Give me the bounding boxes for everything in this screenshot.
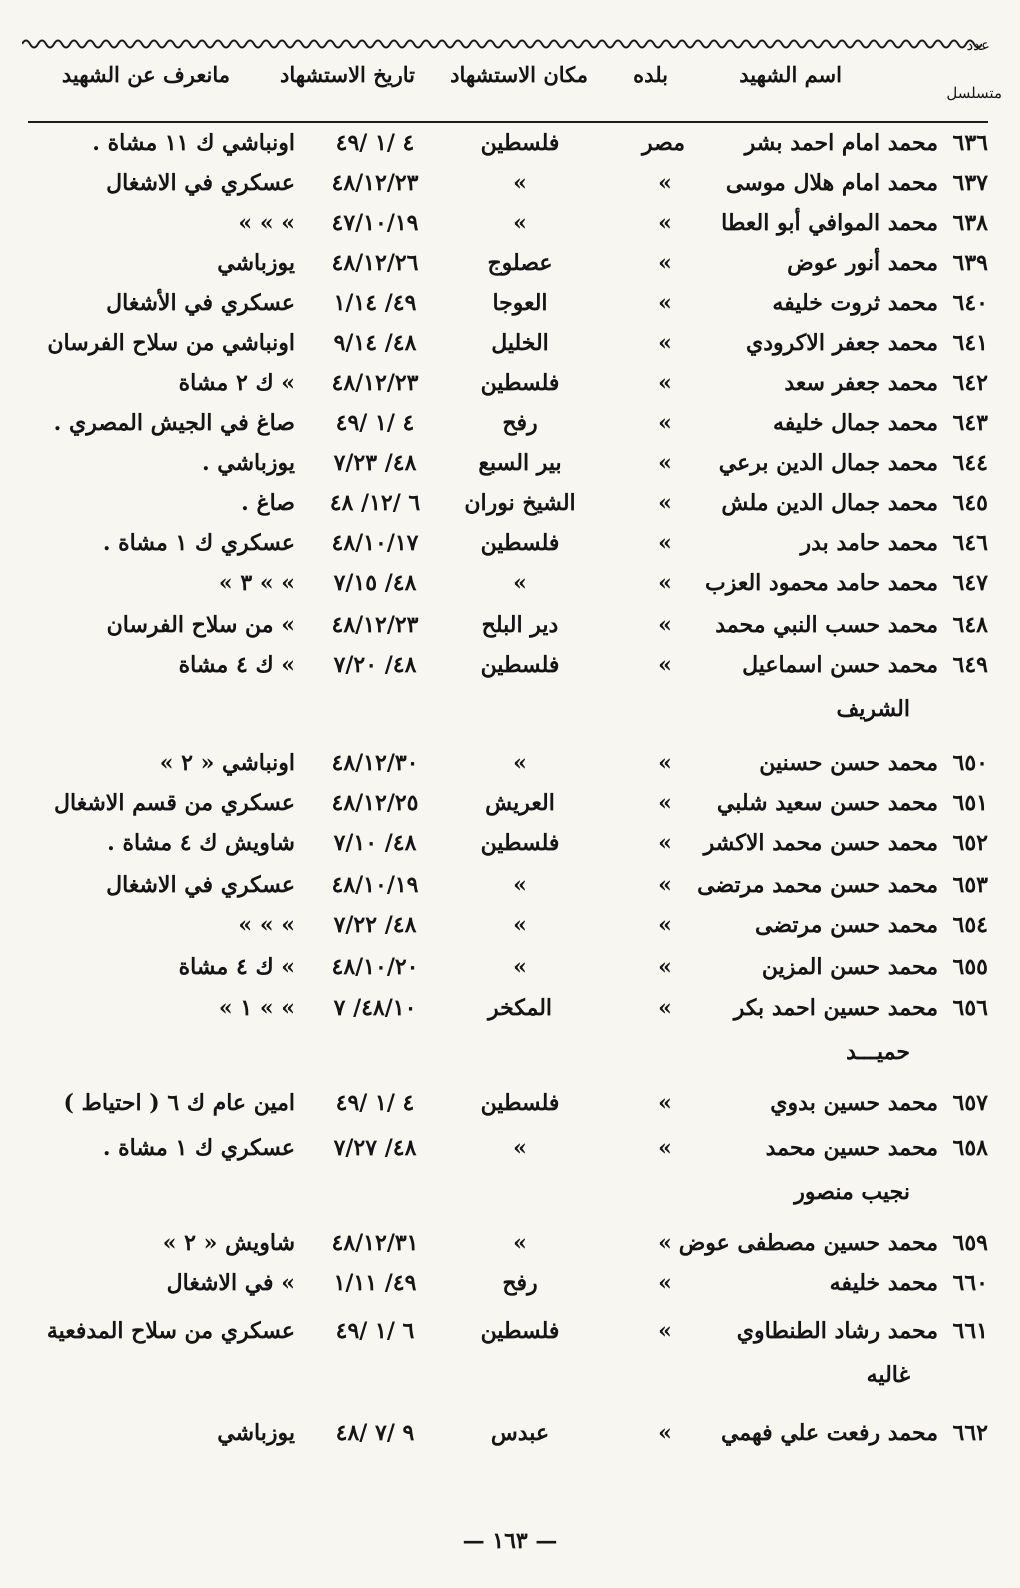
martyrdom-date: ٤٨/١٠/١٩: [331, 872, 419, 898]
martyrdom-place: بير السبع: [478, 450, 562, 476]
row-number: ٦٤٨: [952, 612, 988, 638]
martyr-notes: عسكري في الأشغال: [106, 290, 295, 316]
martyr-name: محمد حسن المزين: [761, 954, 938, 980]
martyr-country: »: [658, 912, 672, 938]
martyr-name: محمد الموافي أبو العطا: [721, 210, 938, 236]
martyr-notes: » ك ٢ مشاة: [178, 370, 295, 396]
martyr-country: مصر: [641, 130, 685, 156]
martyrdom-date: ٤ /١ /٤٩: [335, 130, 415, 156]
martyr-name: محمد حسن محمد الاكشر: [703, 830, 938, 856]
martyr-country: »: [658, 250, 672, 276]
martyr-name: محمد أنور عوض: [787, 250, 938, 276]
row-number: ٦٣٧: [952, 170, 988, 196]
martyr-notes: » ك ٤ مشاة: [178, 652, 295, 678]
page-number: — ١٦٣ —: [462, 1528, 558, 1554]
martyrdom-place: »: [513, 1230, 527, 1256]
martyr-notes: » » »: [238, 912, 295, 938]
martyr-name-continued: غاليه: [866, 1362, 910, 1388]
row-number: ٦٥٨: [952, 1135, 988, 1161]
martyr-country: »: [658, 1420, 672, 1446]
row-number: ٦٥٤: [952, 912, 988, 938]
row-number: ٦٦٢: [952, 1420, 988, 1446]
martyr-name: محمد خليفه: [829, 1270, 938, 1296]
row-number: ٦٥١: [952, 790, 988, 816]
martyr-name: محمد حسن حسنين: [759, 750, 938, 776]
row-number: ٦٤٧: [952, 570, 988, 596]
martyrdom-date: ٤٧/١٠/١٩: [331, 210, 419, 236]
martyr-country: »: [658, 490, 672, 516]
martyrdom-date: ٤٨/ ٧/٢٢: [333, 912, 417, 938]
martyr-country: »: [658, 530, 672, 556]
martyrdom-date: ٤٨/١٢/٢٥: [331, 790, 419, 816]
row-number: ٦٣٨: [952, 210, 988, 236]
martyr-country: »: [658, 995, 672, 1021]
martyrdom-place: فلسطين: [480, 1090, 560, 1116]
row-number: ٦٥٩: [952, 1230, 988, 1256]
row-number: ٦٤٦: [952, 530, 988, 556]
martyrdom-date: ٤ /١ /٤٩: [335, 1090, 415, 1116]
martyrdom-date: ٤٨/١٢/٣٠: [331, 750, 419, 776]
martyr-country: »: [658, 330, 672, 356]
martyrdom-date: ٤٨/١٢/٣١: [331, 1230, 419, 1256]
martyr-name: محمد امام احمد بشر: [744, 130, 938, 156]
martyrdom-place: فلسطين: [480, 370, 560, 396]
martyrdom-place: العوجا: [492, 290, 548, 316]
martyr-name: محمد امام هلال موسى: [725, 170, 938, 196]
martyrdom-date: ٤٨/ ٩/١٤: [333, 330, 417, 356]
martyrdom-date: ٦ /١٢/ ٤٨: [329, 490, 421, 516]
header-place: مكان الاستشهاد: [450, 62, 588, 87]
martyr-notes: صاغ في الجيش المصري .: [53, 410, 295, 436]
martyr-country: »: [658, 370, 672, 396]
martyr-notes: يوزباشي .: [201, 450, 295, 476]
martyrdom-place: فلسطين: [480, 830, 560, 856]
martyrdom-date: ٤٩/ ١/١٤: [333, 290, 417, 316]
martyr-country: »: [658, 954, 672, 980]
martyr-country: »: [658, 830, 672, 856]
row-number: ٦٦٠: [952, 1270, 988, 1296]
martyr-notes: شاويش « ٢ »: [162, 1230, 295, 1256]
martyr-notes: امين عام ك ٦ ( احتياط ): [63, 1090, 295, 1116]
martyrdom-place: »: [513, 570, 527, 596]
row-number: ٦٤٥: [952, 490, 988, 516]
martyrdom-date: ٤٨/ ٧/٢٧: [333, 1135, 417, 1161]
martyrdom-place: »: [513, 912, 527, 938]
martyrdom-date: ٤٨/١٢/٢٣: [331, 612, 419, 638]
wavy-border-line: [22, 34, 982, 54]
martyrdom-date: ٤٨/١٢/٢٣: [331, 370, 419, 396]
martyr-name: محمد رشاد الطنطاوي: [736, 1318, 938, 1344]
martyr-name: محمد جمال خليفه: [772, 410, 938, 436]
martyr-name: محمد جعفر الاكرودي: [746, 330, 938, 356]
martyr-country: »: [658, 1230, 672, 1256]
martyrdom-date: ٤٨/١٠/٢٠: [331, 954, 419, 980]
martyrdom-date: ٤ /١ /٤٩: [335, 410, 415, 436]
martyr-notes: عسكري من سلاح المدفعية: [46, 1318, 295, 1344]
martyr-notes: » في الاشغال: [166, 1270, 295, 1296]
martyrdom-place: فلسطين: [480, 652, 560, 678]
martyr-name: محمد حسين بدوي: [770, 1090, 938, 1116]
martyrdom-place: »: [513, 170, 527, 196]
martyr-country: »: [658, 790, 672, 816]
martyrdom-place: فلسطين: [480, 1318, 560, 1344]
martyr-name: محمد حسن اسماعيل: [742, 652, 938, 678]
martyr-notes: اونباشي « ٢ »: [159, 750, 295, 776]
martyrdom-place: العريش: [485, 790, 555, 816]
header-name: اسم الشهيد: [739, 62, 842, 87]
martyrdom-place: فلسطين: [480, 530, 560, 556]
martyr-country: »: [658, 170, 672, 196]
martyr-name: محمد ثروت خليفه: [772, 290, 938, 316]
martyr-name: محمد حسين مصطفى عوض: [678, 1230, 938, 1256]
row-number: ٦٥٧: [952, 1090, 988, 1116]
martyrdom-date: ٦ /١ /٤٩: [335, 1318, 415, 1344]
martyr-name: محمد حسين احمد بكر: [733, 995, 938, 1021]
martyrdom-date: ٤٨/ ٧/٢٠: [333, 652, 417, 678]
martyr-notes: عسكري في الاشغال: [106, 872, 295, 898]
martyrdom-date: ٤٨/ ٧/١٥: [333, 570, 417, 596]
martyr-notes: » » »: [238, 210, 295, 236]
martyr-name: محمد حسين محمد: [765, 1135, 938, 1161]
row-number: ٦٥٢: [952, 830, 988, 856]
row-number: ٦٥٥: [952, 954, 988, 980]
martyr-name: محمد حسن محمد مرتضى: [697, 872, 938, 898]
martyrdom-place: عبدس: [490, 1420, 550, 1446]
martyr-country: »: [658, 872, 672, 898]
martyrdom-place: »: [513, 1135, 527, 1161]
martyrdom-place: رفح: [502, 1270, 538, 1296]
row-number: ٦٤٩: [952, 652, 988, 678]
header-date: تاريخ الاستشهاد: [279, 62, 415, 87]
martyr-name-continued: نجيب منصور: [794, 1179, 910, 1205]
header-serial-label-1: عدد: [966, 36, 990, 54]
row-number: ٦٤٢: [952, 370, 988, 396]
martyr-country: »: [658, 450, 672, 476]
martyrdom-place: »: [513, 954, 527, 980]
header-notes: مانعرف عن الشهيد: [61, 62, 230, 87]
martyrdom-place: دير البلح: [481, 612, 559, 638]
header-rule: [28, 121, 988, 123]
martyr-country: »: [658, 1270, 672, 1296]
martyrdom-place: الشيخ نوران: [464, 490, 576, 516]
martyrdom-date: ٤٩/ ١/١١: [333, 1270, 417, 1296]
martyrdom-place: المكخر: [487, 995, 553, 1021]
martyrdom-date: ٤٨/١٠/ ٧: [333, 995, 417, 1021]
martyr-notes: صاغ .: [241, 490, 295, 516]
martyr-country: »: [658, 1135, 672, 1161]
row-number: ٦٤٠: [952, 290, 988, 316]
martyr-name-continued: حميـــد: [846, 1039, 910, 1065]
martyrdom-date: ٤٨/١٢/٢٣: [331, 170, 419, 196]
row-number: ٦٤٣: [952, 410, 988, 436]
martyr-notes: » ك ٤ مشاة: [178, 954, 295, 980]
martyr-notes: » من سلاح الفرسان: [106, 612, 295, 638]
martyrdom-date: ٤٨/ ٧/١٠: [333, 830, 417, 856]
header-serial-label-2: متسلسل: [946, 84, 1002, 102]
martyr-notes: عسكري في الاشغال: [106, 170, 295, 196]
martyr-name: محمد حسب النبي محمد: [715, 612, 938, 638]
row-number: ٦٥٠: [952, 750, 988, 776]
martyrdom-place: »: [513, 210, 527, 236]
martyr-country: »: [658, 410, 672, 436]
row-number: ٦٤١: [952, 330, 988, 356]
martyr-name: محمد جمال الدين برعي: [718, 450, 938, 476]
martyrdom-place: رفح: [502, 410, 538, 436]
martyrdom-date: ٤٨/١٢/٢٦: [331, 250, 419, 276]
martyrdom-place: فلسطين: [480, 130, 560, 156]
martyr-notes: اونباشي ك ١١ مشاة .: [92, 130, 295, 156]
martyrdom-date: ٩ /٧ /٤٨: [335, 1420, 415, 1446]
martyr-country: »: [658, 570, 672, 596]
martyr-country: »: [658, 612, 672, 638]
row-number: ٦٦١: [952, 1318, 988, 1344]
martyr-name: محمد حامد محمود العزب: [704, 570, 938, 596]
row-number: ٦٣٦: [952, 130, 988, 156]
row-number: ٦٤٤: [952, 450, 988, 476]
martyrdom-date: ٤٨/ ٧/٢٣: [333, 450, 417, 476]
martyr-name: محمد حامد بدر: [800, 530, 938, 556]
martyrdom-place: »: [513, 872, 527, 898]
martyr-name: محمد حسن سعيد شلبي: [716, 790, 938, 816]
martyr-notes: يوزباشي: [217, 250, 295, 276]
martyr-name: محمد رفعت علي فهمي: [720, 1420, 938, 1446]
martyr-notes: شاويش ك ٤ مشاة .: [107, 830, 295, 856]
martyr-name: محمد حسن مرتضى: [754, 912, 938, 938]
martyr-name-continued: الشريف: [836, 696, 910, 722]
row-number: ٦٥٦: [952, 995, 988, 1021]
martyr-notes: » » ٣ »: [218, 570, 295, 596]
martyr-country: »: [658, 290, 672, 316]
martyrdom-place: الخليل: [491, 330, 549, 356]
martyr-notes: اونباشي من سلاح الفرسان: [47, 330, 295, 356]
martyr-country: »: [658, 1318, 672, 1344]
martyr-notes: عسكري من قسم الاشغال: [54, 790, 295, 816]
row-number: ٦٥٣: [952, 872, 988, 898]
martyr-country: »: [658, 750, 672, 776]
martyr-country: »: [658, 1090, 672, 1116]
martyr-notes: يوزباشي: [217, 1420, 295, 1446]
martyr-name: محمد جمال الدين ملش: [721, 490, 938, 516]
martyr-notes: عسكري ك ١ مشاة .: [102, 530, 295, 556]
header-country: بلده: [633, 62, 668, 87]
martyr-country: »: [658, 210, 672, 236]
martyrdom-place: »: [513, 750, 527, 776]
martyrdom-date: ٤٨/١٠/١٧: [331, 530, 419, 556]
martyr-country: »: [658, 652, 672, 678]
row-number: ٦٣٩: [952, 250, 988, 276]
martyr-name: محمد جعفر سعد: [784, 370, 938, 396]
martyr-notes: عسكري ك ١ مشاة .: [102, 1135, 295, 1161]
martyrdom-place: عصلوج: [487, 250, 553, 276]
martyr-notes: » » ١ »: [218, 995, 295, 1021]
